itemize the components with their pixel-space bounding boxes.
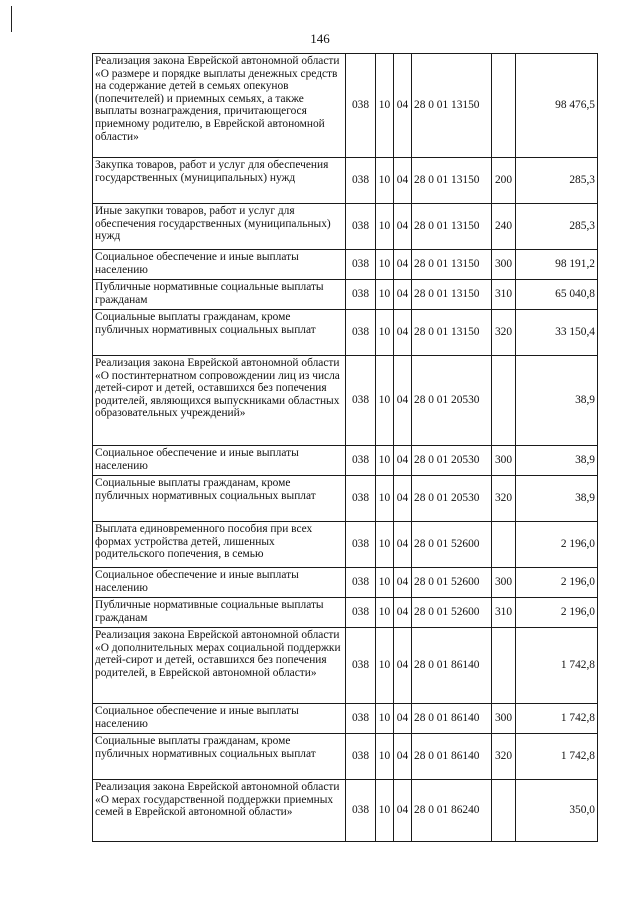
amount: 33 150,4 xyxy=(516,310,598,356)
row-name: Социальное обеспечение и иные выплаты населению xyxy=(93,704,346,734)
subsection-code: 04 xyxy=(394,704,412,734)
amount: 1 742,8 xyxy=(516,704,598,734)
section-code: 10 xyxy=(376,628,394,704)
subsection-code: 04 xyxy=(394,310,412,356)
amount: 1 742,8 xyxy=(516,734,598,780)
table-row xyxy=(93,522,598,568)
section-code: 10 xyxy=(376,734,394,780)
row-name: Социальные выплаты гражданам, кроме публичных нормативных социальных выплат xyxy=(93,476,346,522)
section-code: 10 xyxy=(376,310,394,356)
row-name: Публичные нормативные социальные выплаты гражданам xyxy=(93,598,346,628)
amount: 2 196,0 xyxy=(516,522,598,568)
target-article-code: 28 0 01 13150 xyxy=(412,280,492,310)
row-name: Социальные выплаты гражданам, кроме публичных нормативных социальных выплат xyxy=(93,734,346,780)
subsection-code: 04 xyxy=(394,204,412,250)
section-code: 10 xyxy=(376,780,394,842)
ministry-code: 038 xyxy=(346,704,376,734)
ministry-code: 038 xyxy=(346,250,376,280)
expense-type-code: 320 xyxy=(492,734,516,780)
expense-type-code: 300 xyxy=(492,568,516,598)
table-row xyxy=(93,356,598,446)
amount: 2 196,0 xyxy=(516,568,598,598)
amount: 38,9 xyxy=(516,446,598,476)
expense-type-code: 200 xyxy=(492,158,516,204)
subsection-code: 04 xyxy=(394,356,412,446)
expense-type-code: 310 xyxy=(492,280,516,310)
amount: 285,3 xyxy=(516,158,598,204)
table-row xyxy=(93,310,598,356)
subsection-code: 04 xyxy=(394,280,412,310)
amount: 98 191,2 xyxy=(516,250,598,280)
amount: 65 040,8 xyxy=(516,280,598,310)
row-name: Иные закупки товаров, работ и услуг для обеспечения государственных (муниципальных) нужд xyxy=(93,204,346,250)
target-article-code: 28 0 01 20530 xyxy=(412,446,492,476)
section-code: 10 xyxy=(376,568,394,598)
row-name: Реализация закона Еврейской автономной области «О дополнительных мерах социальной поддержки детей-сирот и детей, оставшихся без попечения родителей, в Еврейской автономной области» xyxy=(93,628,346,704)
target-article-code: 28 0 01 52600 xyxy=(412,522,492,568)
table-row xyxy=(93,476,598,522)
ministry-code: 038 xyxy=(346,204,376,250)
amount: 38,9 xyxy=(516,476,598,522)
expense-type-code xyxy=(492,522,516,568)
row-name: Реализация закона Еврейской автономной области «О постинтернатном сопровождении лиц из числа детей-сирот и детей, оставшихся без попечения родителей, являющихся выпускниками областных образовательных учреждений» xyxy=(93,356,346,446)
expense-type-code: 300 xyxy=(492,446,516,476)
ministry-code: 038 xyxy=(346,280,376,310)
expense-type-code xyxy=(492,54,516,158)
target-article-code: 28 0 01 86140 xyxy=(412,704,492,734)
section-code: 10 xyxy=(376,204,394,250)
subsection-code: 04 xyxy=(394,158,412,204)
ministry-code: 038 xyxy=(346,54,376,158)
ministry-code: 038 xyxy=(346,310,376,356)
table-row xyxy=(93,628,598,704)
row-name: Закупка товаров, работ и услуг для обеспечения государственных (муниципальных) нужд xyxy=(93,158,346,204)
expense-type-code xyxy=(492,780,516,842)
expense-type-code xyxy=(492,628,516,704)
table-row xyxy=(93,250,598,280)
expense-type-code: 320 xyxy=(492,310,516,356)
target-article-code: 28 0 01 52600 xyxy=(412,598,492,628)
row-name: Социальное обеспечение и иные выплаты населению xyxy=(93,250,346,280)
amount: 2 196,0 xyxy=(516,598,598,628)
expense-type-code: 310 xyxy=(492,598,516,628)
section-code: 10 xyxy=(376,356,394,446)
table-row xyxy=(93,598,598,628)
target-article-code: 28 0 01 13150 xyxy=(412,158,492,204)
row-name: Публичные нормативные социальные выплаты гражданам xyxy=(93,280,346,310)
amount: 38,9 xyxy=(516,356,598,446)
table-row xyxy=(93,734,598,780)
amount: 350,0 xyxy=(516,780,598,842)
page-number: 146 xyxy=(310,31,330,46)
section-code: 10 xyxy=(376,446,394,476)
row-name: Реализация закона Еврейской автономной области «О мерах государственной поддержки приемных семей в Еврейской автономной области» xyxy=(93,780,346,842)
table-row xyxy=(93,704,598,734)
subsection-code: 04 xyxy=(394,628,412,704)
section-code: 10 xyxy=(376,476,394,522)
table-row xyxy=(93,158,598,204)
amount: 98 476,5 xyxy=(516,54,598,158)
ministry-code: 038 xyxy=(346,734,376,780)
ministry-code: 038 xyxy=(346,476,376,522)
row-name: Реализация закона Еврейской автономной области «О размере и порядке выплаты денежных средств на содержание детей в семьях опекунов (попечителей) и приемных семьях, а также выплаты вознаграждения, причитающегося приемному родителю, в Еврейской автономной области» xyxy=(93,54,346,158)
subsection-code: 04 xyxy=(394,734,412,780)
section-code: 10 xyxy=(376,54,394,158)
table-row xyxy=(93,568,598,598)
expense-type-code: 300 xyxy=(492,704,516,734)
target-article-code: 28 0 01 20530 xyxy=(412,356,492,446)
target-article-code: 28 0 01 13150 xyxy=(412,54,492,158)
subsection-code: 04 xyxy=(394,598,412,628)
subsection-code: 04 xyxy=(394,568,412,598)
section-code: 10 xyxy=(376,598,394,628)
target-article-code: 28 0 01 20530 xyxy=(412,476,492,522)
target-article-code: 28 0 01 86240 xyxy=(412,780,492,842)
ministry-code: 038 xyxy=(346,780,376,842)
margin-line xyxy=(11,6,12,32)
expense-type-code: 300 xyxy=(492,250,516,280)
expense-type-code: 320 xyxy=(492,476,516,522)
target-article-code: 28 0 01 52600 xyxy=(412,568,492,598)
target-article-code: 28 0 01 86140 xyxy=(412,734,492,780)
target-article-code: 28 0 01 13150 xyxy=(412,204,492,250)
section-code: 10 xyxy=(376,158,394,204)
table-row xyxy=(93,54,598,158)
ministry-code: 038 xyxy=(346,522,376,568)
subsection-code: 04 xyxy=(394,446,412,476)
row-name: Социальное обеспечение и иные выплаты населению xyxy=(93,568,346,598)
expense-type-code: 240 xyxy=(492,204,516,250)
ministry-code: 038 xyxy=(346,568,376,598)
subsection-code: 04 xyxy=(394,250,412,280)
table-row xyxy=(93,204,598,250)
subsection-code: 04 xyxy=(394,476,412,522)
ministry-code: 038 xyxy=(346,628,376,704)
target-article-code: 28 0 01 13150 xyxy=(412,250,492,280)
amount: 1 742,8 xyxy=(516,628,598,704)
amount: 285,3 xyxy=(516,204,598,250)
table-row xyxy=(93,446,598,476)
subsection-code: 04 xyxy=(394,522,412,568)
budget-table xyxy=(92,53,598,842)
section-code: 10 xyxy=(376,250,394,280)
subsection-code: 04 xyxy=(394,54,412,158)
ministry-code: 038 xyxy=(346,356,376,446)
row-name: Выплата единовременного пособия при всех формах устройства детей, лишенных родительского попечения, в семью xyxy=(93,522,346,568)
table-row xyxy=(93,780,598,842)
table-row xyxy=(93,280,598,310)
ministry-code: 038 xyxy=(346,158,376,204)
ministry-code: 038 xyxy=(346,598,376,628)
expense-type-code xyxy=(492,356,516,446)
row-name: Социальные выплаты гражданам, кроме публичных нормативных социальных выплат xyxy=(93,310,346,356)
subsection-code: 04 xyxy=(394,780,412,842)
row-name: Социальное обеспечение и иные выплаты населению xyxy=(93,446,346,476)
section-code: 10 xyxy=(376,522,394,568)
ministry-code: 038 xyxy=(346,446,376,476)
target-article-code: 28 0 01 13150 xyxy=(412,310,492,356)
section-code: 10 xyxy=(376,280,394,310)
target-article-code: 28 0 01 86140 xyxy=(412,628,492,704)
section-code: 10 xyxy=(376,704,394,734)
